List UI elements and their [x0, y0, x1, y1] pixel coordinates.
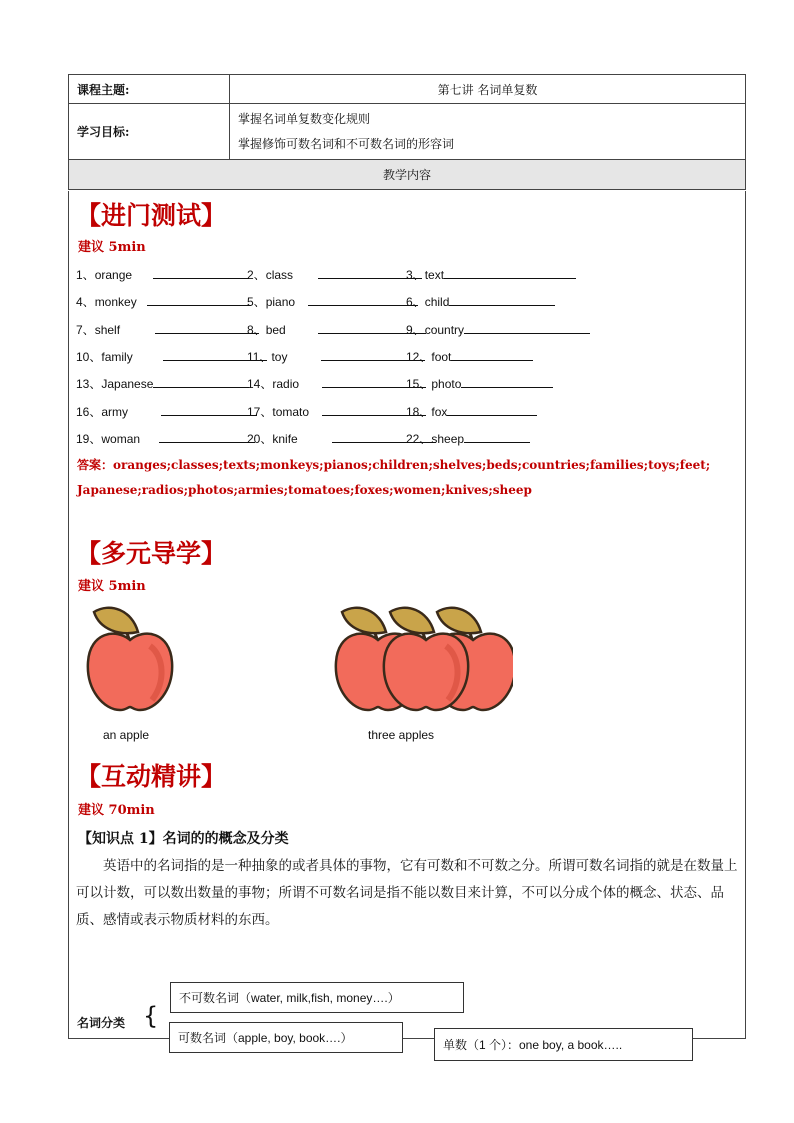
exercise-word: orange	[94, 268, 133, 282]
exercise-word: tomato	[272, 404, 310, 419]
answer-blank[interactable]	[308, 294, 418, 306]
exercise-word: piano	[265, 295, 296, 310]
exercise-item	[247, 266, 422, 283]
answer-blank[interactable]	[464, 322, 590, 334]
section-title-test: 【进门测试】	[76, 201, 227, 230]
concept-paragraph: 英语中的名词指的是一种抽象的或者具体的事物，它有可数和不可数之分。所谓可数名词指的就是在数量上可以计数，可以数出数量的事物；所谓不可数名词是指不能以数目来计算，不可以分成个体的概念、状态、品质、感情或表示物质材料的东西。	[76, 858, 738, 928]
exercise-number: 5、	[247, 295, 266, 310]
exercise-word: class	[265, 268, 294, 282]
exercise-word: text	[424, 268, 445, 282]
exercise-word: radio	[272, 377, 300, 392]
exercise-item	[406, 430, 530, 447]
exercise-item	[406, 293, 555, 310]
answer-blank[interactable]	[449, 294, 555, 306]
answer-blank[interactable]	[147, 294, 251, 306]
exercise-item	[76, 321, 259, 338]
exercise-number: 15、	[406, 377, 432, 392]
exercise-number: 4、	[76, 295, 95, 310]
apple-icon	[88, 608, 172, 710]
exercise-item	[406, 403, 537, 420]
exercise-number: 9、	[406, 322, 425, 337]
exercise-word: photo	[431, 377, 462, 392]
exercise-number: 12、	[406, 349, 432, 364]
exercise-word: woman	[101, 431, 141, 446]
answer-blank[interactable]	[451, 349, 533, 361]
exercise-number: 6、	[406, 295, 425, 310]
exercise-number: 2、	[247, 268, 266, 282]
noun-class-label: 名词分类	[77, 1016, 126, 1030]
exercise-item	[247, 375, 426, 392]
exercise-item	[76, 375, 249, 392]
answer-blank[interactable]	[447, 404, 537, 416]
topic-value: 第七讲 名词单复数	[230, 75, 746, 104]
goal-label: 学习目标:	[69, 104, 230, 160]
exercise-word: family	[101, 349, 133, 364]
section-title-lecture: 【互动精讲】	[76, 762, 227, 791]
frame-left	[68, 191, 69, 1039]
exercise-number: 11、	[247, 349, 272, 364]
exercise-number: 20、	[247, 431, 273, 446]
answer-blank[interactable]	[161, 404, 257, 416]
exercise-word: fox	[431, 404, 448, 419]
exercise-item	[247, 321, 426, 338]
exercise-word: shelf	[94, 322, 121, 337]
frame-right	[745, 191, 746, 1039]
exercise-number: 13、	[76, 377, 102, 392]
exercise-word: sheep	[431, 431, 465, 446]
caption-three-apples: three apples	[368, 728, 435, 742]
apple-single-image	[80, 604, 180, 716]
answer-blank[interactable]	[153, 376, 249, 388]
singular-box: 单数（1 个）：one boy, a book…..	[434, 1028, 693, 1061]
answer-line-2: Japanese;radios;photos;armies;tomatoes;foxes;women;knives;sheep	[77, 483, 532, 497]
exercise-word: child	[424, 295, 450, 310]
goal-line-1: 掌握名词单复数变化规则	[238, 111, 371, 126]
exercise-number: 3、	[406, 268, 425, 282]
exercise-item	[76, 266, 249, 283]
answer-blank[interactable]	[153, 267, 249, 279]
exercise-number: 7、	[76, 322, 95, 337]
test-time: 建议 5min	[78, 240, 146, 255]
exercise-item	[406, 375, 553, 392]
answer-blank[interactable]	[444, 267, 576, 279]
exercise-word: army	[101, 404, 129, 419]
exercise-number: 8、	[247, 322, 266, 337]
caption-one-apple: an apple	[103, 728, 150, 742]
exercise-item	[406, 321, 590, 338]
exercise-word: bed	[265, 322, 286, 337]
exercise-number: 22、	[406, 431, 432, 446]
exercise-word: Japanese	[101, 377, 154, 392]
exercise-item	[76, 348, 267, 365]
exercise-item	[406, 348, 533, 365]
exercise-item	[76, 293, 251, 310]
uncountable-box: 不可数名词（water, milk,fish, money….）	[170, 982, 464, 1013]
exercise-number: 19、	[76, 431, 102, 446]
countable-box: 可数名词（apple, boy, book….）	[169, 1022, 403, 1053]
answer-blank[interactable]	[159, 431, 255, 443]
section-title-guide: 【多元导学】	[76, 539, 227, 568]
exercise-number: 10、	[76, 349, 102, 364]
exercise-word: foot	[431, 349, 452, 364]
header-table	[68, 74, 746, 190]
exercise-item	[76, 403, 257, 420]
guide-time: 建议 5min	[78, 579, 146, 594]
exercise-item	[247, 348, 425, 365]
exercise-word: country	[424, 322, 465, 337]
exercise-item	[406, 266, 576, 283]
exercise-word: monkey	[94, 295, 137, 310]
content-label: 教学内容	[69, 160, 746, 190]
exercise-number: 17、	[247, 404, 273, 419]
lecture-time: 建议 70min	[78, 803, 155, 818]
apple-three-image	[328, 604, 513, 716]
answer-line-1: 答案：oranges;classes;texts;monkeys;pianos;children;shelves;beds;countries;families;toys;feet;	[77, 458, 711, 472]
exercise-item	[247, 293, 418, 310]
exercise-number: 16、	[76, 404, 102, 419]
answer-blank[interactable]	[155, 322, 259, 334]
exercise-number: 18、	[406, 404, 432, 419]
exercise-word: knife	[272, 431, 298, 446]
exercise-word: toy	[271, 349, 288, 364]
topic-label: 课程主题:	[69, 75, 230, 104]
exercise-item	[247, 403, 426, 420]
brace-symbol: {	[143, 1002, 159, 1030]
answer-blank[interactable]	[464, 431, 530, 443]
knowledge-point-title: 【知识点 1】名词的的概念及分类	[78, 831, 289, 847]
goal-line-2: 掌握修饰可数名词和不可数名词的形容词	[238, 136, 455, 151]
goal-values	[230, 104, 746, 160]
exercise-number: 14、	[247, 377, 273, 392]
exercise-number: 1、	[76, 268, 95, 282]
exercise-item	[76, 430, 255, 447]
answer-blank[interactable]	[461, 376, 553, 388]
